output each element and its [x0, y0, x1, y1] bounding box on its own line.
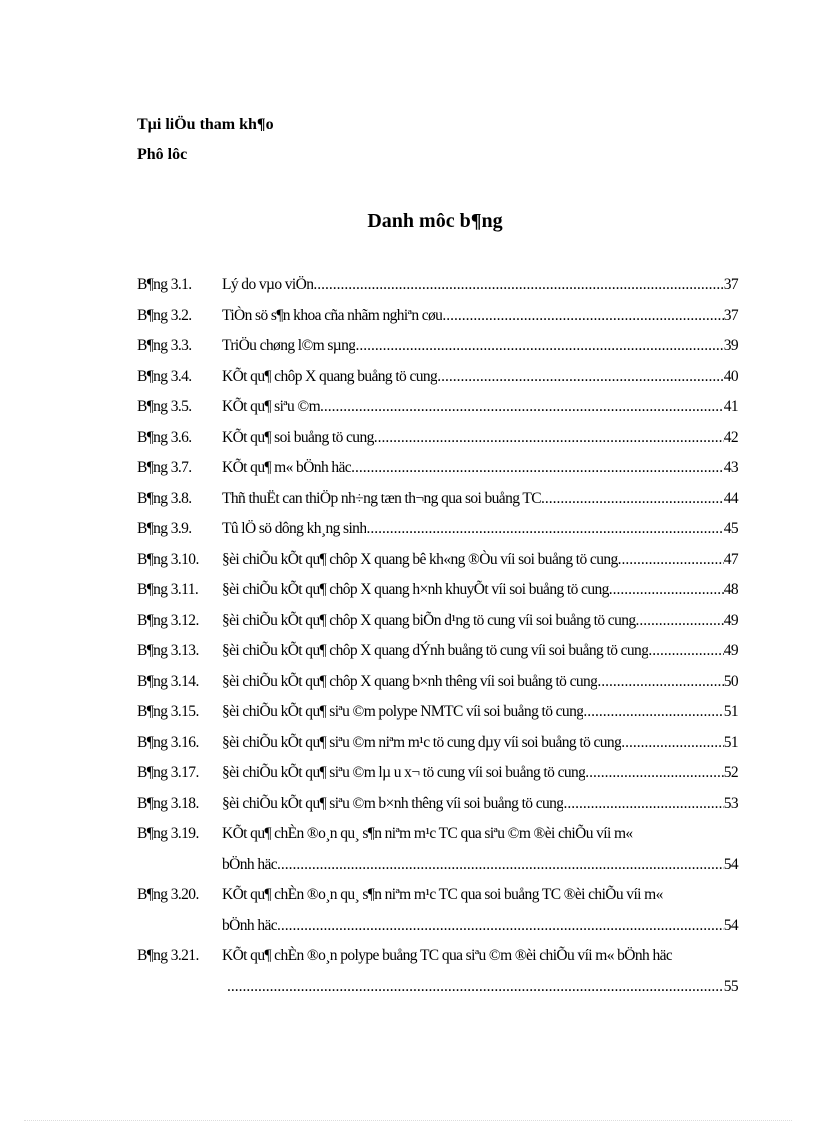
toc-entry[interactable]	[137, 789, 738, 820]
toc-entry[interactable]	[137, 484, 738, 515]
toc-entry-page: 48	[723, 581, 738, 598]
toc-entry[interactable]	[137, 819, 738, 880]
toc-entry-title: §èi chiÕu kÕt qu¶ siªu ©m polype NMTC víi soi buång tö cung	[222, 703, 584, 720]
toc-entry-title: KÕt qu¶ soi buång tö cung	[222, 428, 374, 446]
toc-entry-title-continued: bÖnh häc	[222, 916, 278, 934]
dot-leader	[277, 911, 724, 942]
page-title: Danh môc b¶ng	[367, 210, 503, 232]
dot-leader	[621, 728, 723, 759]
toc-entry[interactable]	[137, 575, 738, 606]
toc-entry-title: §èi chiÕu kÕt qu¶ chôp X quang biÕn d¹ng tö cung víi soi buång tö cung	[222, 611, 636, 629]
toc-entry-page: 37	[723, 306, 738, 324]
toc-entry-label: B¶ng 3.15.	[137, 703, 199, 720]
toc-entry-title: TiÒn sö s¶n khoa cña nhãm nghiªn cøu	[222, 306, 443, 324]
toc-entry[interactable]	[137, 697, 738, 728]
toc-entry-title: §èi chiÕu kÕt qu¶ chôp X quang b×nh thêng víi soi buång tö cung	[222, 672, 598, 690]
dot-leader	[541, 484, 724, 515]
toc-entry-page: 44	[723, 489, 738, 507]
dot-leader	[597, 667, 723, 698]
toc-entry-page: 54	[723, 916, 738, 934]
toc-entry-title: §èi chiÕu kÕt qu¶ chôp X quang dÝnh buång tö cung víi soi buång tö cung	[222, 642, 649, 659]
toc-entry-label: B¶ng 3.14.	[137, 672, 199, 690]
dot-leader	[320, 392, 724, 423]
toc-entry-label: B¶ng 3.16.	[137, 733, 199, 751]
toc-entry-page: 54	[723, 855, 738, 873]
toc-entry[interactable]	[137, 667, 738, 698]
toc-entry-label: B¶ng 3.7.	[137, 459, 192, 476]
dot-leader	[563, 789, 723, 820]
toc-entry-label: B¶ng 3.10.	[137, 550, 199, 568]
table-list	[137, 270, 738, 1002]
toc-entry-label: B¶ng 3.18.	[137, 794, 199, 812]
toc-entry-title: §èi chiÕu kÕt qu¶ chôp X quang h×nh khuyÕt víi soi buång tö cung	[222, 581, 609, 598]
toc-entry-label: B¶ng 3.12.	[137, 611, 199, 629]
toc-entry[interactable]	[137, 423, 738, 454]
toc-entry-label: B¶ng 3.21.	[137, 947, 199, 964]
toc-entry-label: B¶ng 3.19.	[137, 825, 199, 842]
toc-entry[interactable]	[137, 270, 738, 301]
toc-entry[interactable]	[137, 362, 738, 393]
toc-entry-title: TriÖu chøng l©m sµng	[222, 337, 356, 354]
toc-entry[interactable]	[137, 545, 738, 576]
toc-entry-page: 43	[723, 459, 738, 476]
toc-entry[interactable]	[137, 758, 738, 789]
toc-entry[interactable]	[137, 331, 738, 362]
dot-leader	[648, 636, 723, 667]
toc-entry-page: 51	[723, 703, 738, 720]
toc-entry-page: 40	[723, 367, 738, 385]
toc-entry-label: B¶ng 3.8.	[137, 489, 192, 507]
toc-entry[interactable]	[137, 728, 738, 759]
toc-entry-page: 49	[723, 611, 738, 629]
dot-leader	[583, 697, 723, 728]
toc-entry-label: B¶ng 3.9.	[137, 520, 192, 537]
toc-entry-title: Tû lÖ sö dông kh¸ng sinh	[222, 520, 367, 537]
toc-entry[interactable]	[137, 453, 738, 484]
dot-leader	[437, 362, 723, 393]
toc-entry-title: KÕt qu¶ chÈn ®o¸n qu¸ s¶n niªm m¹c TC qua siªu ©m ®èi chiÕu víi m«	[222, 825, 633, 842]
toc-entry-title: §èi chiÕu kÕt qu¶ siªu ©m b×nh thêng víi soi buång tö cung	[222, 794, 564, 812]
dot-leader	[609, 575, 724, 606]
toc-entry-title: §èi chiÕu kÕt qu¶ siªu ©m lµ u x¬ tö cung víi soi buång tö cung	[222, 764, 586, 781]
toc-entry-page: 39	[723, 337, 738, 354]
toc-entry-title: KÕt qu¶ chôp X quang buång tö cung	[222, 367, 438, 385]
toc-entry-title-continued: bÖnh häc	[222, 855, 278, 873]
preface-appendix: Phô lôc	[137, 146, 188, 163]
dot-leader	[277, 850, 724, 881]
toc-entry-label: B¶ng 3.4.	[137, 367, 192, 385]
toc-entry-page: 53	[723, 794, 738, 812]
toc-entry-label: B¶ng 3.11.	[137, 581, 199, 598]
toc-entry-page: 41	[723, 398, 738, 415]
dot-leader	[442, 301, 723, 332]
toc-entry-label: B¶ng 3.17.	[137, 764, 199, 781]
toc-entry-page: 37	[723, 276, 738, 293]
dot-leader	[374, 423, 724, 454]
dot-leader	[618, 545, 724, 576]
dot-leader	[351, 453, 724, 484]
dot-leader	[355, 331, 723, 362]
toc-entry[interactable]	[137, 880, 738, 941]
toc-entry-page: 55	[723, 977, 738, 995]
toc-entry-label: B¶ng 3.2.	[137, 306, 192, 324]
toc-entry-label: B¶ng 3.13.	[137, 642, 199, 659]
dot-leader	[313, 270, 723, 301]
toc-entry-title: §èi chiÕu kÕt qu¶ siªu ©m niªm m¹c tö cung dµy víi soi buång tö cung	[222, 733, 622, 751]
dot-leader	[585, 758, 723, 789]
toc-entry-page: 50	[723, 672, 738, 690]
toc-entry[interactable]	[137, 514, 738, 545]
toc-entry-label: B¶ng 3.6.	[137, 428, 192, 446]
toc-entry-title: Lý do vµo viÖn	[222, 276, 314, 293]
dot-leader	[227, 972, 724, 1003]
toc-entry[interactable]	[137, 301, 738, 332]
toc-entry-page: 51	[723, 733, 738, 751]
dot-leader	[366, 514, 723, 545]
toc-entry-title: §èi chiÕu kÕt qu¶ chôp X quang bê kh«ng ®Òu víi soi buång tö cung	[222, 550, 618, 568]
toc-entry[interactable]	[137, 941, 738, 1002]
toc-entry-page: 45	[723, 520, 738, 537]
toc-entry-page: 52	[723, 764, 738, 781]
preface-references: Tµi liÖu tham kh¶o	[137, 116, 274, 133]
toc-entry[interactable]	[137, 392, 738, 423]
toc-entry-title: KÕt qu¶ m« bÖnh häc	[222, 459, 352, 476]
toc-entry-title: Thñ thuËt can thiÖp nh÷ng tæn th¬ng qua soi buång TC	[222, 489, 541, 507]
toc-entry-label: B¶ng 3.1.	[137, 276, 192, 293]
toc-entry[interactable]	[137, 636, 738, 667]
toc-entry-title: KÕt qu¶ chÈn ®o¸n qu¸ s¶n niªm m¹c TC qua soi buång TC ®èi chiÕu víi m«	[222, 886, 663, 903]
toc-entry-page: 47	[723, 550, 738, 568]
footer-divider	[24, 1120, 792, 1121]
toc-entry-title: KÕt qu¶ chÈn ®o¸n polype buång TC qua siªu ©m ®èi chiÕu víi m« bÖnh häc	[222, 947, 673, 964]
toc-entry-page: 49	[723, 642, 738, 659]
toc-entry-label: B¶ng 3.20.	[137, 886, 199, 903]
toc-entry-label: B¶ng 3.5.	[137, 398, 192, 415]
toc-entry-page: 42	[723, 428, 738, 446]
toc-entry[interactable]	[137, 606, 738, 637]
dot-leader	[636, 606, 724, 637]
toc-entry-label: B¶ng 3.3.	[137, 337, 192, 354]
toc-entry-title: KÕt qu¶ siªu ©m	[222, 398, 321, 415]
